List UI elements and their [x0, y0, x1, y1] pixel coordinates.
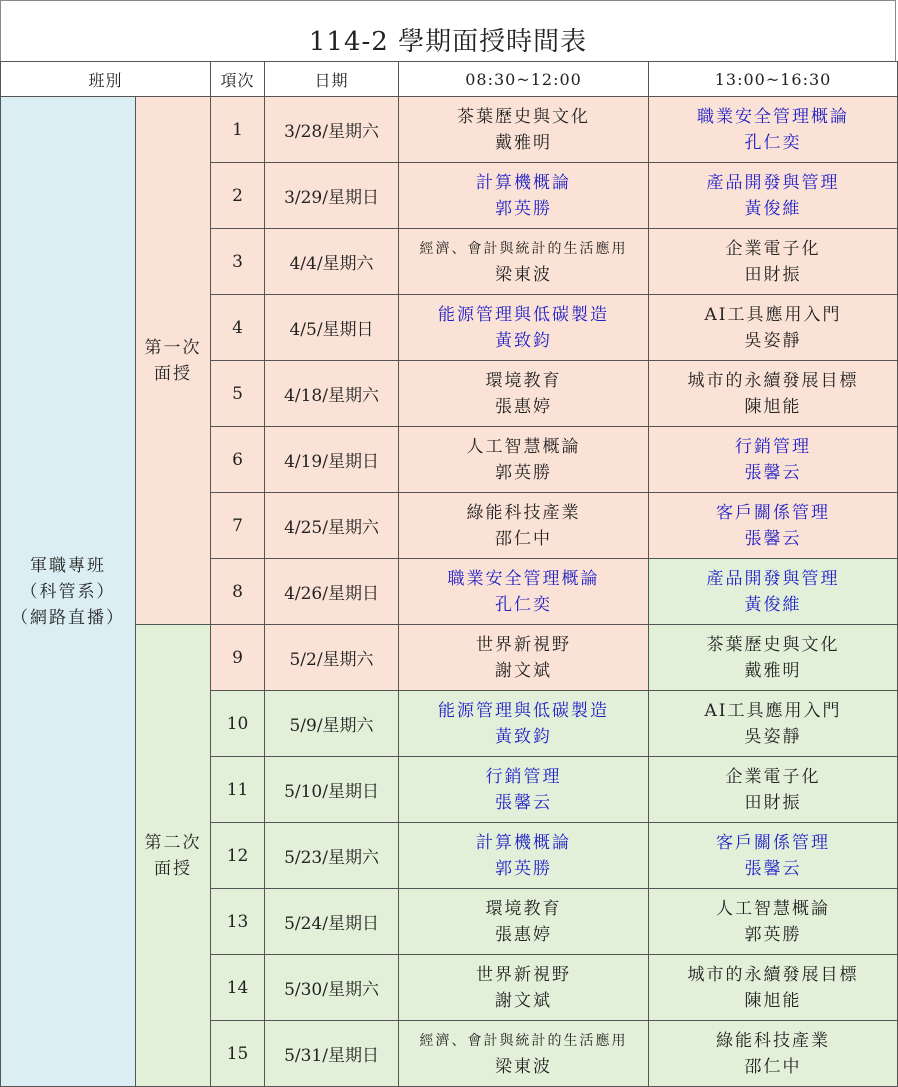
course-name: 客戶關係管理 [716, 832, 831, 853]
pm-class-cell [649, 691, 898, 757]
am-class-cell [399, 361, 649, 427]
pm-class-cell [649, 955, 898, 1021]
header-am: 08:30~12:00 [399, 62, 649, 97]
item-number-cell: 2 [211, 163, 265, 229]
pm-class-cell [649, 823, 898, 889]
teacher-name: 梁東波 [495, 1056, 553, 1077]
pm-class-cell [649, 559, 898, 625]
pm-class-cell [649, 97, 898, 163]
date-cell: 4/18/星期六 [265, 361, 399, 427]
course-name: 職業安全管理概論 [697, 106, 850, 127]
date-cell: 5/30/星期六 [265, 955, 399, 1021]
header-date: 日期 [265, 62, 399, 97]
pm-class-cell [649, 163, 898, 229]
am-class-cell [399, 889, 649, 955]
am-class-cell [399, 691, 649, 757]
teacher-name: 吳姿靜 [744, 726, 802, 747]
course-name: 綠能科技產業 [466, 502, 581, 523]
course-name: 產品開發與管理 [706, 568, 840, 589]
teacher-name: 張馨云 [744, 528, 802, 549]
course-name: 行銷管理 [735, 436, 812, 457]
teacher-name: 謝文斌 [495, 660, 553, 681]
session-label-line: 第二次 [144, 832, 202, 853]
teacher-name: 黃俊維 [744, 198, 802, 219]
course-name: 人工智慧概論 [716, 898, 831, 919]
course-name: 城市的永續發展目標 [687, 964, 859, 985]
course-name: 計算機概論 [476, 172, 572, 193]
course-name: AI工具應用入門 [704, 700, 842, 721]
teacher-name: 邵仁中 [744, 1056, 802, 1077]
schedule-table [0, 61, 898, 1087]
am-class-cell [399, 295, 649, 361]
am-class-cell [399, 823, 649, 889]
header-item: 項次 [211, 62, 265, 97]
item-number-cell: 7 [211, 493, 265, 559]
teacher-name: 張惠婷 [495, 924, 553, 945]
pm-class-cell [649, 427, 898, 493]
session-first-cell [136, 97, 211, 625]
date-cell: 3/29/星期日 [265, 163, 399, 229]
course-name: 職業安全管理概論 [447, 568, 600, 589]
course-name: 能源管理與低碳製造 [438, 700, 610, 721]
header-class: 班別 [1, 62, 211, 97]
class-name-line: 軍職專班 [30, 555, 106, 576]
date-cell: 4/5/星期日 [265, 295, 399, 361]
course-name: 環境教育 [485, 898, 562, 919]
date-cell: 4/26/星期日 [265, 559, 399, 625]
header-pm: 13:00~16:30 [649, 62, 898, 97]
date-cell: 4/25/星期六 [265, 493, 399, 559]
course-name: 計算機概論 [476, 832, 572, 853]
course-name: 世界新視野 [476, 634, 572, 655]
course-name: 經濟、會計與統計的生活應用 [419, 240, 628, 257]
item-number-cell: 1 [211, 97, 265, 163]
item-number-cell: 11 [211, 757, 265, 823]
teacher-name: 張馨云 [744, 858, 802, 879]
course-name: 經濟、會計與統計的生活應用 [419, 1032, 628, 1049]
course-name: 企業電子化 [725, 238, 821, 259]
page-title: 114-2 學期面授時間表 [0, 0, 896, 62]
course-name: AI工具應用入門 [704, 304, 842, 325]
am-class-cell [399, 493, 649, 559]
am-class-cell [399, 757, 649, 823]
teacher-name: 陳旭能 [744, 396, 802, 417]
course-name: 世界新視野 [476, 964, 572, 985]
date-cell: 4/19/星期日 [265, 427, 399, 493]
teacher-name: 吳姿靜 [744, 330, 802, 351]
teacher-name: 戴雅明 [744, 660, 802, 681]
pm-class-cell [649, 229, 898, 295]
date-cell: 5/24/星期日 [265, 889, 399, 955]
teacher-name: 郭英勝 [495, 198, 553, 219]
date-cell: 3/28/星期六 [265, 97, 399, 163]
item-number-cell: 6 [211, 427, 265, 493]
item-number-cell: 3 [211, 229, 265, 295]
teacher-name: 黃俊維 [744, 594, 802, 615]
item-number-cell: 9 [211, 625, 265, 691]
item-number-cell: 5 [211, 361, 265, 427]
am-class-cell [399, 1021, 649, 1087]
class-name-cell [1, 97, 136, 1087]
teacher-name: 孔仁奕 [744, 132, 802, 153]
session-label-line: 面授 [154, 363, 192, 384]
date-cell: 5/23/星期六 [265, 823, 399, 889]
item-number-cell: 14 [211, 955, 265, 1021]
pm-class-cell [649, 625, 898, 691]
course-name: 人工智慧概論 [466, 436, 581, 457]
teacher-name: 張馨云 [744, 462, 802, 483]
item-number-cell: 10 [211, 691, 265, 757]
am-class-cell [399, 427, 649, 493]
teacher-name: 梁東波 [495, 264, 553, 285]
teacher-name: 郭英勝 [495, 462, 553, 483]
course-name: 綠能科技產業 [716, 1030, 831, 1051]
am-class-cell [399, 955, 649, 1021]
teacher-name: 陳旭能 [744, 990, 802, 1011]
course-name: 客戶關係管理 [716, 502, 831, 523]
course-name: 產品開發與管理 [706, 172, 840, 193]
course-name: 環境教育 [485, 370, 562, 391]
pm-class-cell [649, 889, 898, 955]
teacher-name: 謝文斌 [495, 990, 553, 1011]
am-class-cell [399, 625, 649, 691]
am-class-cell [399, 163, 649, 229]
date-cell: 5/9/星期六 [265, 691, 399, 757]
teacher-name: 張惠婷 [495, 396, 553, 417]
session-label-line: 第一次 [144, 337, 202, 358]
course-name: 茶葉歷史與文化 [706, 634, 840, 655]
teacher-name: 田財振 [744, 264, 802, 285]
item-number-cell: 12 [211, 823, 265, 889]
teacher-name: 郭英勝 [495, 858, 553, 879]
teacher-name: 郭英勝 [744, 924, 802, 945]
schedule-body [1, 97, 898, 1087]
am-class-cell [399, 559, 649, 625]
teacher-name: 黃致鈞 [495, 726, 553, 747]
teacher-name: 田財振 [744, 792, 802, 813]
table-row [1, 625, 898, 691]
course-name: 能源管理與低碳製造 [438, 304, 610, 325]
course-name: 城市的永續發展目標 [687, 370, 859, 391]
table-row [1, 97, 898, 163]
pm-class-cell [649, 493, 898, 559]
course-name: 茶葉歷史與文化 [457, 106, 591, 127]
pm-class-cell [649, 361, 898, 427]
date-cell: 5/31/星期日 [265, 1021, 399, 1087]
teacher-name: 黃致鈞 [495, 330, 553, 351]
pm-class-cell [649, 757, 898, 823]
date-cell: 5/2/星期六 [265, 625, 399, 691]
pm-class-cell [649, 1021, 898, 1087]
item-number-cell: 13 [211, 889, 265, 955]
class-name-line: （科管系） [20, 581, 116, 602]
teacher-name: 戴雅明 [495, 132, 553, 153]
session-second-cell [136, 625, 211, 1087]
course-name: 行銷管理 [485, 766, 562, 787]
am-class-cell [399, 229, 649, 295]
date-cell: 5/10/星期日 [265, 757, 399, 823]
date-cell: 4/4/星期六 [265, 229, 399, 295]
pm-class-cell [649, 295, 898, 361]
session-label-line: 面授 [154, 858, 192, 879]
class-name-line: （網路直播） [11, 607, 125, 628]
item-number-cell: 8 [211, 559, 265, 625]
course-name: 企業電子化 [725, 766, 821, 787]
teacher-name: 張馨云 [495, 792, 553, 813]
teacher-name: 孔仁奕 [495, 594, 553, 615]
header-row [1, 62, 898, 97]
item-number-cell: 15 [211, 1021, 265, 1087]
item-number-cell: 4 [211, 295, 265, 361]
teacher-name: 邵仁中 [495, 528, 553, 549]
am-class-cell [399, 97, 649, 163]
